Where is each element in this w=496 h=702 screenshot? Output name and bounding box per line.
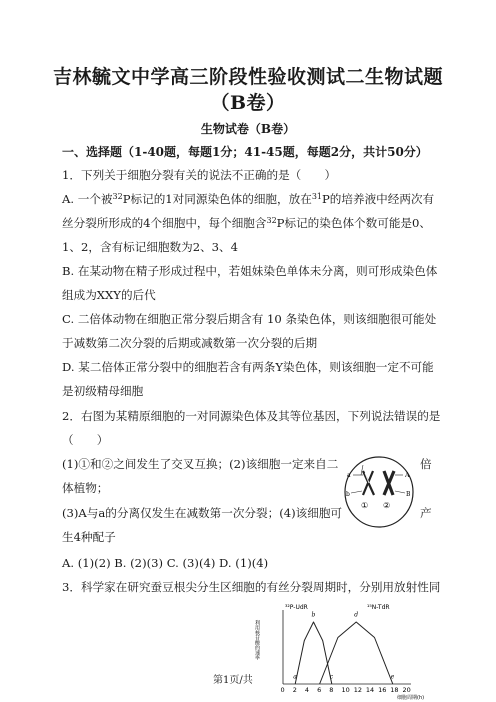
chromosome-label-2: ② — [383, 501, 391, 510]
x-tick-label: 6 — [317, 686, 322, 694]
gene-label-b: b — [346, 491, 350, 498]
q1-option-c-line2: 于减数第二次分裂的后期或减数第一次分裂的后期 — [62, 336, 318, 350]
gene-label-A: A — [405, 472, 410, 479]
q1-option-d-line2: 是初级精母细胞 — [62, 384, 144, 398]
q2-statement-4-cont: 生4种配子 — [62, 530, 116, 544]
q1-option-b-line2: 组成为XXY的后代 — [62, 288, 156, 302]
cell-cycle-chart — [255, 600, 435, 700]
q1-option-c-line1: C. 二倍体动物在细胞正常分裂后期含有 10 条染色体，则该细胞很可能处 — [62, 312, 437, 326]
chromosome-cell-diagram — [343, 455, 415, 529]
q2-statement-1-2: (1)①和②之间发生了交叉互换；(2)该细胞一定来自二 — [62, 457, 339, 471]
q2-stem-line2: （ ） — [62, 433, 109, 447]
page-subtitle: 生物试卷（B卷） — [200, 122, 296, 136]
point-label: d — [354, 611, 359, 619]
page-title: 吉林毓文中学高三阶段性验收测试二生物试题 — [52, 66, 443, 88]
q2-answer-options: A. (1)(2) B. (2)(3) C. (3)(4) D. (1)(4) — [62, 556, 269, 570]
q2-statement-3-4-tail: 产 — [420, 506, 432, 520]
q2-statement-2-cont: 体植物； — [62, 481, 109, 495]
series-line-1 — [295, 622, 332, 684]
chromosome-label-1: ① — [361, 501, 369, 510]
chromosome-1 — [363, 471, 374, 495]
y-axis-label: 利用核苷酸的速率 — [254, 620, 260, 660]
point-label: a — [293, 673, 297, 681]
legend-series-2: ¹⁵N-TdR — [367, 604, 390, 611]
q2-statement-1-2-tail: 倍 — [420, 457, 432, 471]
q1-stem: 1．下列关于细胞分裂有关的说法不正确的是（ ） — [62, 168, 337, 182]
page-title-variant: （B卷） — [210, 92, 286, 114]
section-heading: 一、选择题（1-40题，每题1分；41-45题，每题2分，共计50分） — [62, 145, 428, 159]
x-tick-label: 12 — [353, 686, 362, 694]
q1-option-b-line1: B. 在某动物在精子形成过程中，若姐妹染色单体未分离，则可形成染色体 — [62, 264, 438, 278]
gene-label-B: B — [406, 491, 411, 498]
x-tick-label: 8 — [329, 686, 334, 694]
x-tick-label: 14 — [365, 686, 375, 694]
x-tick-label: 18 — [390, 686, 399, 694]
q1-option-d-line1: D. 某二倍体正常分裂中的细胞若含有两条Y染色体，则该细胞一定不可能 — [62, 360, 434, 374]
gene-label-a1: a — [347, 472, 351, 479]
q1-option-a-line2: 丝分裂所形成的4个细胞中，每个细胞含$^{32}$P标记的染色体个数可能是0、 — [62, 216, 431, 230]
page-footer: 第1页/共 — [213, 675, 253, 686]
point-label: b — [311, 611, 316, 619]
point-label: c — [329, 673, 334, 681]
x-tick-label: 20 — [402, 686, 411, 694]
x-tick-label: 0 — [280, 686, 285, 694]
x-axis-label: 细胞周期(h) — [397, 695, 425, 701]
q2-statement-3-4: (3)A与a的分离仅发生在减数第一次分裂；(4)该细胞可 — [62, 506, 343, 520]
x-tick-label: 16 — [378, 686, 387, 694]
chromosome-2 — [384, 471, 394, 495]
q2-stem-line1: 2．右图为某精原细胞的一对同源染色体及其等位基因，下列说法错误的是 — [62, 409, 441, 423]
q1-option-a-line3: 1、2，含有标记细胞数为2、3、4 — [62, 240, 239, 254]
q1-option-a-line1: A. 一个被$^{32}$P标记的1对同源染色体的细胞，放在$^{31}$P的培养液中经两次有 — [62, 192, 435, 206]
x-tick-label: 4 — [304, 686, 310, 694]
legend-series-1: ³²P-UdR — [285, 604, 308, 611]
q3-stem: 3．科学家在研究蚕豆根尖分生区细胞的有丝分裂周期时，分别用放射性同 — [62, 580, 441, 594]
x-tick-label: 10 — [341, 686, 350, 694]
x-tick-label: 2 — [292, 686, 297, 694]
point-label: e — [390, 673, 395, 681]
